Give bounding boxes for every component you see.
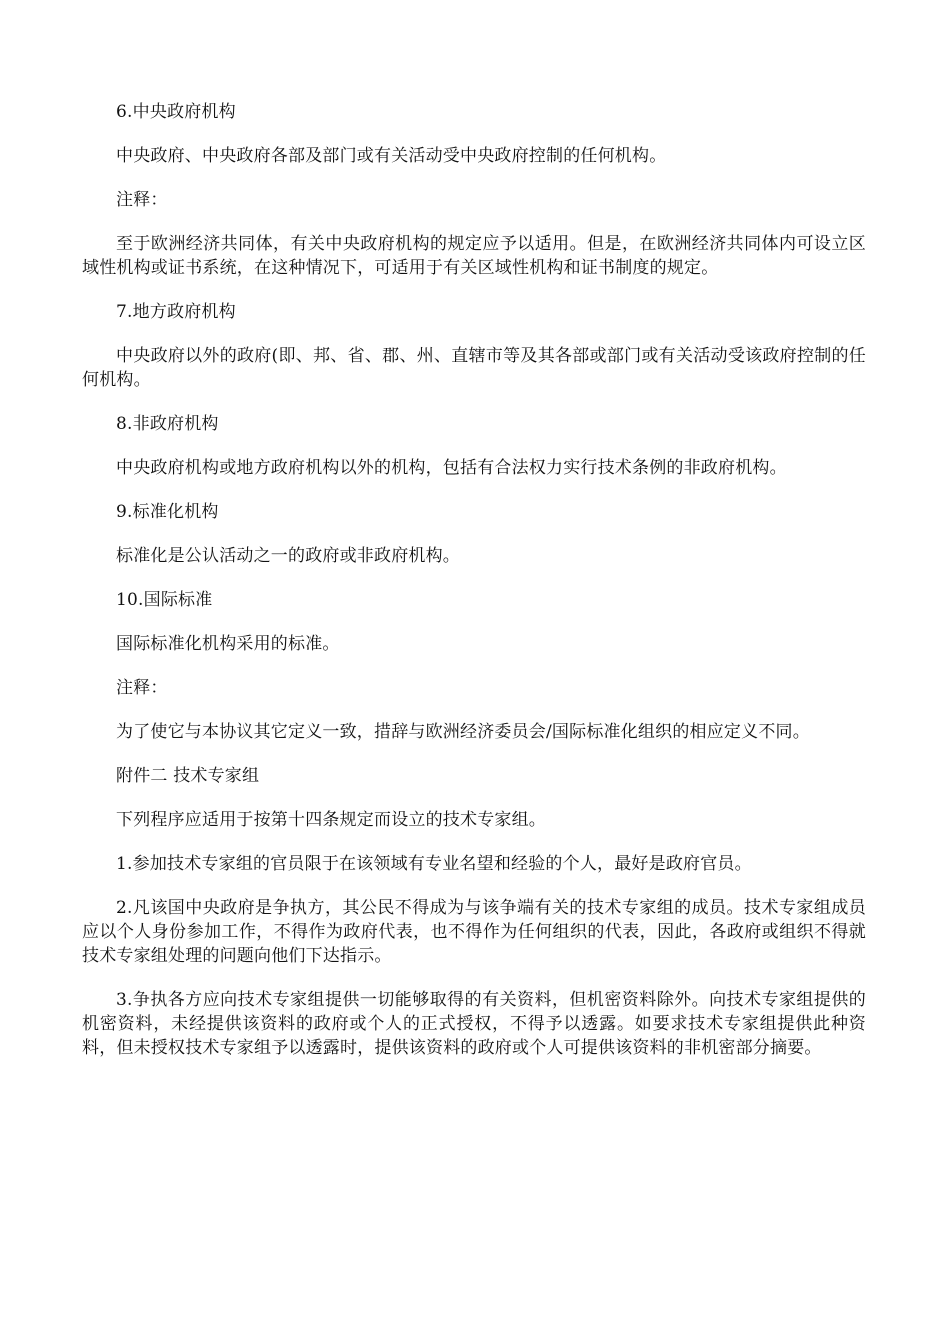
annex-item-3: 3.争执各方应向技术专家组提供一切能够取得的有关资料，但机密资料除外。向技术专家组提供的机密资料，未经提供该资料的政府或个人的正式授权，不得予以透露。如要求技术专家组提供此种资料，但未授权技术专家组予以透露时，提供该资料的政府或个人可提供该资料的非机密部分摘要。 [82,990,866,1058]
document-body [82,100,866,1080]
definition-central-government-body: 中央政府、中央政府各部及部门或有关活动受中央政府控制的任何机构。 [116,146,667,166]
section-heading-standardizing-body: 9.标准化机构 [116,502,219,522]
annex-item-1: 1.参加技术专家组的官员限于在该领域有专业名望和经验的个人，最好是政府官员。 [116,854,752,874]
note-label: 注释： [116,190,168,210]
definition-international-standard: 国际标准化机构采用的标准。 [116,634,340,654]
section-heading-local-government-body: 7.地方政府机构 [116,302,236,322]
note-text-ece-iso: 为了使它与本协议其它定义一致，措辞与欧洲经济委员会/国际标准化组织的相应定义不同。 [116,722,810,742]
annex-heading-technical-expert-groups: 附件二 技术专家组 [116,766,260,786]
note-text-eec: 至于欧洲经济共同体，有关中央政府机构的规定应予以适用。但是，在欧洲经济共同体内可设立区域性机构或证书系统，在这种情况下，可适用于有关区域性机构和证书制度的规定。 [82,234,866,278]
section-heading-non-government-body: 8.非政府机构 [116,414,219,434]
definition-standardizing-body: 标准化是公认活动之一的政府或非政府机构。 [116,546,460,566]
note-label: 注释： [116,678,168,698]
section-heading-central-government-body: 6.中央政府机构 [116,102,236,122]
section-heading-international-standard: 10.国际标准 [116,590,213,610]
annex-intro: 下列程序应适用于按第十四条规定而设立的技术专家组。 [116,810,546,830]
annex-item-2: 2.凡该国中央政府是争执方，其公民不得成为与该争端有关的技术专家组的成员。技术专家组成员应以个人身份参加工作，不得作为政府代表，也不得作为任何组织的代表，因此，各政府或组织不得就技术专家组处理的问题向他们下达指示。 [82,898,866,966]
definition-non-government-body: 中央政府机构或地方政府机构以外的机构，包括有合法权力实行技术条例的非政府机构。 [116,458,787,478]
definition-local-government-body: 中央政府以外的政府(即、邦、省、郡、州、直辖市等及其各部或部门或有关活动受该政府控制的任何机构。 [82,346,866,390]
